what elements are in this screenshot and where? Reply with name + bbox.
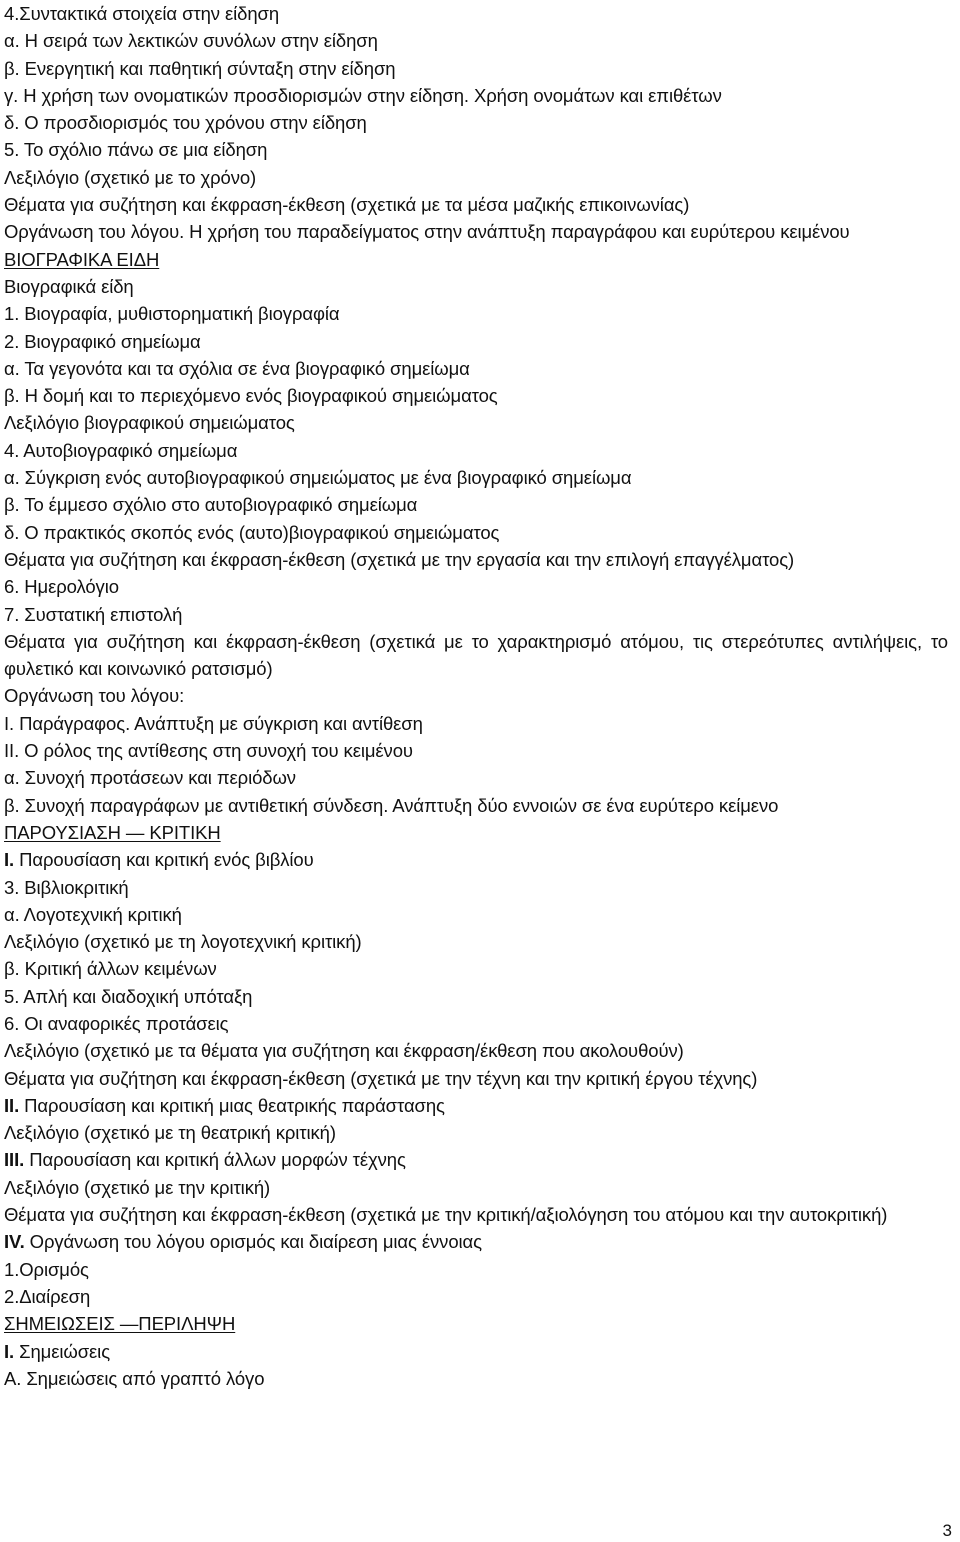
line-text: Θέματα για συζήτηση και έκφραση-έκθεση (σχετικά με την εργασία και την επιλογή επαγγέλματος) [4, 548, 795, 570]
roman-numeral-prefix: ΙΙ. [4, 1094, 20, 1116]
line-text: Θέματα για συζήτηση και έκφραση-έκθεση (σχετικά με την τέχνη και την κριτική έργου τέχνης) [4, 1067, 758, 1089]
line-text: α. Λογοτεχνική κριτική [4, 903, 182, 925]
line-text: Λεξιλόγιο (σχετικό με την κριτική) [4, 1176, 271, 1198]
text-line [4, 1037, 948, 1064]
line-text: 1. Βιογραφία, μυθιστορηματική βιογραφία [4, 303, 340, 325]
line-text: Λεξιλόγιο (σχετικό με τη λογοτεχνική κριτική) [4, 931, 362, 953]
text-line [4, 519, 948, 546]
text-line [4, 737, 948, 764]
line-text: Οργάνωση του λόγου. Η χρήση του παραδείγματος στην ανάπτυξη παραγράφου και ευρύτερου κειμένου [4, 221, 850, 243]
line-text: 6. Ημερολόγιο [4, 576, 119, 598]
text-line [4, 464, 948, 491]
roman-numeral-prefix: ΙΙΙ. [4, 1149, 25, 1171]
text-line [4, 1065, 948, 1092]
line-text: Θέματα για συζήτηση και έκφραση-έκθεση (σχετικά με το χαρακτηρισμό ατόμου, τις στερεότυπες αντιλήψεις, το φυλετικό και κοινωνικό ρατσισμό) [4, 630, 948, 680]
text-line [4, 1228, 948, 1255]
text-line [4, 573, 948, 600]
line-text: α. Συνοχή προτάσεων και περιόδων [4, 767, 296, 789]
line-text: α. Η σειρά των λεκτικών συνόλων στην είδηση [4, 30, 378, 52]
line-text: 3. Βιβλιοκριτική [4, 876, 129, 898]
roman-numeral-prefix: Ι. [4, 849, 15, 871]
line-text: β. Το έμμεσο σχόλιο στο αυτοβιογραφικό σημείωμα [4, 494, 418, 516]
roman-numeral-prefix: ΙV. [4, 1231, 25, 1253]
text-line [4, 546, 948, 573]
line-text: 4. Αυτοβιογραφικό σημείωμα [4, 439, 238, 461]
text-line [4, 355, 948, 382]
line-text: Λεξιλόγιο (σχετικό με τη θεατρική κριτική) [4, 1122, 336, 1144]
text-line [4, 382, 948, 409]
text-line [4, 955, 948, 982]
line-text: ΣΗΜΕΙΩΣΕΙΣ —ΠΕΡΙΛΗΨΗ [4, 1313, 236, 1335]
text-line [4, 1092, 948, 1119]
text-line [4, 409, 948, 436]
line-text: γ. Η χρήση των ονοματικών προσδιορισμών στην είδηση. Χρήση ονομάτων και επιθέτων [4, 84, 722, 106]
line-text: 4.Συντακτικά στοιχεία στην είδηση [4, 3, 280, 24]
page-number: 3 [942, 1521, 952, 1540]
line-text: Σημειώσεις [14, 1340, 111, 1362]
text-line [4, 191, 948, 218]
section-heading [4, 246, 948, 273]
line-text: Θέματα για συζήτηση και έκφραση-έκθεση (σχετικά με τα μέσα μαζικής επικοινωνίας) [4, 194, 690, 216]
line-text: Ι. Παράγραφος. Ανάπτυξη με σύγκριση και αντίθεση [4, 712, 423, 734]
line-text: ΙΙ. Ο ρόλος της αντίθεσης στη συνοχή του κειμένου [4, 740, 413, 762]
text-line [4, 300, 948, 327]
line-text: ΠΑΡΟΥΣΙΑΣΗ — ΚΡΙΤΙΚΗ [4, 821, 221, 843]
document-body [4, 0, 948, 1392]
line-text: β. Ενεργητική και παθητική σύνταξη στην είδηση [4, 57, 396, 79]
text-line [4, 1174, 948, 1201]
line-text: β. Κριτική άλλων κειμένων [4, 958, 217, 980]
line-text: Λεξιλόγιο βιογραφικού σημειώματος [4, 412, 295, 434]
line-text: Λεξιλόγιο (σχετικό με το χρόνο) [4, 166, 257, 188]
text-line [4, 1201, 948, 1228]
text-line [4, 27, 948, 54]
line-text: Παρουσίαση και κριτική άλλων μορφών τέχνης [24, 1149, 406, 1171]
text-line [4, 682, 948, 709]
text-line [4, 928, 948, 955]
text-line [4, 846, 948, 873]
line-text: δ. Ο πρακτικός σκοπός ενός (αυτο)βιογραφικού σημειώματος [4, 521, 500, 543]
line-text: α. Σύγκριση ενός αυτοβιογραφικού σημειώματος με ένα βιογραφικό σημείωμα [4, 467, 632, 489]
line-text: 2.Διαίρεση [4, 1285, 91, 1307]
line-text: ΒΙΟΓΡΑΦΙΚΑ ΕΙΔΗ [4, 248, 160, 270]
line-text: Παρουσίαση και κριτική μιας θεατρικής παράστασης [19, 1094, 445, 1116]
line-text: Θέματα για συζήτηση και έκφραση-έκθεση (σχετικά με την κριτική/αξιολόγηση του ατόμου και την αυτοκριτική) [4, 1204, 888, 1226]
line-text: 1.Ορισμός [4, 1258, 89, 1280]
text-line [4, 82, 948, 109]
text-line [4, 628, 948, 683]
line-text: Οργάνωση του λόγου: [4, 685, 185, 707]
line-text: Λεξιλόγιο (σχετικό με τα θέματα για συζήτηση και έκφραση/έκθεση που ακολουθούν) [4, 1040, 684, 1062]
text-line [4, 55, 948, 82]
text-line [4, 983, 948, 1010]
line-text: 5. Απλή και διαδοχική υπόταξη [4, 985, 253, 1007]
text-line [4, 218, 948, 245]
section-heading [4, 1310, 948, 1337]
text-line [4, 1119, 948, 1146]
text-line [4, 1256, 948, 1283]
line-text: δ. Ο προσδιορισμός του χρόνου στην είδηση [4, 112, 367, 134]
text-line [4, 437, 948, 464]
line-text: α. Τα γεγονότα και τα σχόλια σε ένα βιογραφικό σημείωμα [4, 357, 470, 379]
line-text: 2. Βιογραφικό σημείωμα [4, 330, 201, 352]
text-line [4, 164, 948, 191]
text-line [4, 109, 948, 136]
text-line [4, 136, 948, 163]
text-line [4, 1010, 948, 1037]
text-line [4, 491, 948, 518]
line-text: 7. Συστατική επιστολή [4, 603, 183, 625]
text-line [4, 328, 948, 355]
text-line [4, 710, 948, 737]
text-line [4, 901, 948, 928]
line-text: Βιογραφικά είδη [4, 275, 134, 297]
text-line [4, 874, 948, 901]
line-text: β. Συνοχή παραγράφων με αντιθετική σύνδεση. Ανάπτυξη δύο εννοιών σε ένα ευρύτερο κείμενο [4, 794, 779, 816]
text-line [4, 764, 948, 791]
line-text: Οργάνωση του λόγου ορισμός και διαίρεση μιας έννοιας [24, 1231, 482, 1253]
line-text: β. Η δομή και το περιεχόμενο ενός βιογραφικού σημειώματος [4, 385, 498, 407]
line-text: 6. Οι αναφορικές προτάσεις [4, 1012, 229, 1034]
text-line [4, 1283, 948, 1310]
text-line [4, 792, 948, 819]
text-line [4, 0, 948, 27]
roman-numeral-prefix: Ι. [4, 1340, 15, 1362]
line-text: 5. Το σχόλιο πάνω σε μια είδηση [4, 139, 268, 161]
line-text: Α. Σημειώσεις από γραπτό λόγο [4, 1367, 265, 1389]
line-text: Παρουσίαση και κριτική ενός βιβλίου [14, 849, 314, 871]
text-line [4, 1365, 948, 1392]
text-line [4, 273, 948, 300]
text-line [4, 601, 948, 628]
text-line [4, 1338, 948, 1365]
section-heading [4, 819, 948, 846]
text-line [4, 1146, 948, 1173]
